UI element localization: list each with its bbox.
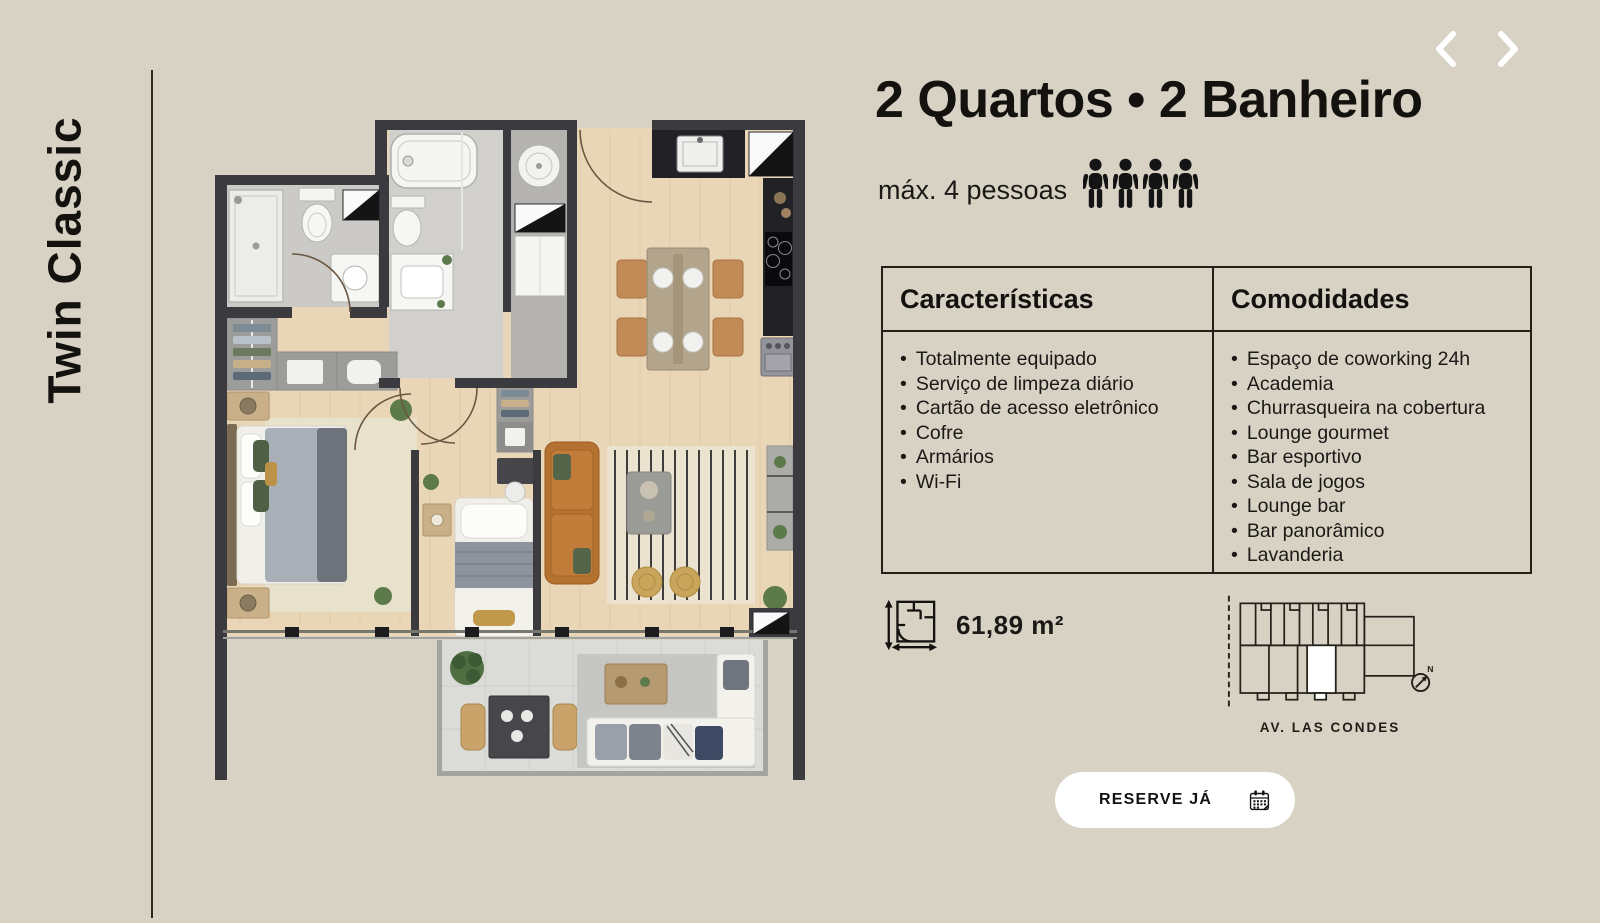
feature-item: • Cofre [900, 421, 1200, 446]
person-icon [1173, 158, 1198, 210]
feature-item: • Serviço de limpeza diário [900, 372, 1200, 397]
plan-name-label: Twin Classic [39, 116, 91, 404]
feature-item: • Armários [900, 445, 1200, 470]
features-table [881, 266, 1532, 574]
carousel-prev-button[interactable] [1430, 28, 1464, 72]
building-key-plan [1222, 590, 1438, 714]
area-value: 61,89 m² [956, 609, 1065, 640]
table-column-caracteristicas [883, 268, 1212, 572]
plan-name-vertical [10, 72, 120, 448]
floor-plan-image [215, 120, 805, 780]
chevron-left-icon [1432, 29, 1462, 69]
calendar-icon [1248, 784, 1271, 817]
feature-item: • Bar panorâmico [1231, 519, 1518, 544]
reserve-button-label: RESERVE JÁ [1099, 791, 1213, 808]
page-title: 2 Quartos • 2 Banheiro [875, 71, 1423, 129]
feature-item: • Academia [1231, 372, 1518, 397]
column-items [883, 332, 1212, 494]
reserve-button[interactable] [1055, 772, 1295, 828]
area-row [882, 596, 1064, 654]
capacity-row [878, 158, 1198, 210]
feature-item: • Churrasqueira na cobertura [1231, 396, 1518, 421]
street-label: AV. LAS CONDES [1259, 720, 1401, 735]
person-icon [1143, 158, 1168, 210]
column-header: Comodidades [1214, 268, 1530, 332]
feature-item: • Lavanderia [1231, 543, 1518, 568]
person-icon [1083, 158, 1108, 210]
area-dimensions-icon [882, 596, 938, 654]
feature-item: • Wi-Fi [900, 470, 1200, 495]
person-icon [1113, 158, 1138, 210]
compass-icon [1412, 664, 1433, 691]
table-column-comodidades [1212, 268, 1530, 572]
feature-item: • Lounge bar [1231, 494, 1518, 519]
feature-item: • Espaço de coworking 24h [1231, 347, 1518, 372]
capacity-icons [1083, 158, 1198, 210]
column-header: Características [883, 268, 1212, 332]
compass-n-label: N [1427, 664, 1434, 675]
feature-item: • Cartão de acesso eletrônico [900, 396, 1200, 421]
column-items [1214, 332, 1530, 568]
feature-item: • Lounge gourmet [1231, 421, 1518, 446]
feature-item: • Totalmente equipado [900, 347, 1200, 372]
feature-item: • Bar esportivo [1231, 445, 1518, 470]
feature-item: • Sala de jogos [1231, 470, 1518, 495]
capacity-label: máx. 4 pessoas [878, 175, 1068, 205]
bedroom-1 [227, 318, 417, 618]
chevron-right-icon [1492, 29, 1522, 69]
highlighted-unit [1307, 645, 1336, 693]
carousel-next-button[interactable] [1490, 28, 1524, 72]
vertical-divider [151, 70, 153, 918]
